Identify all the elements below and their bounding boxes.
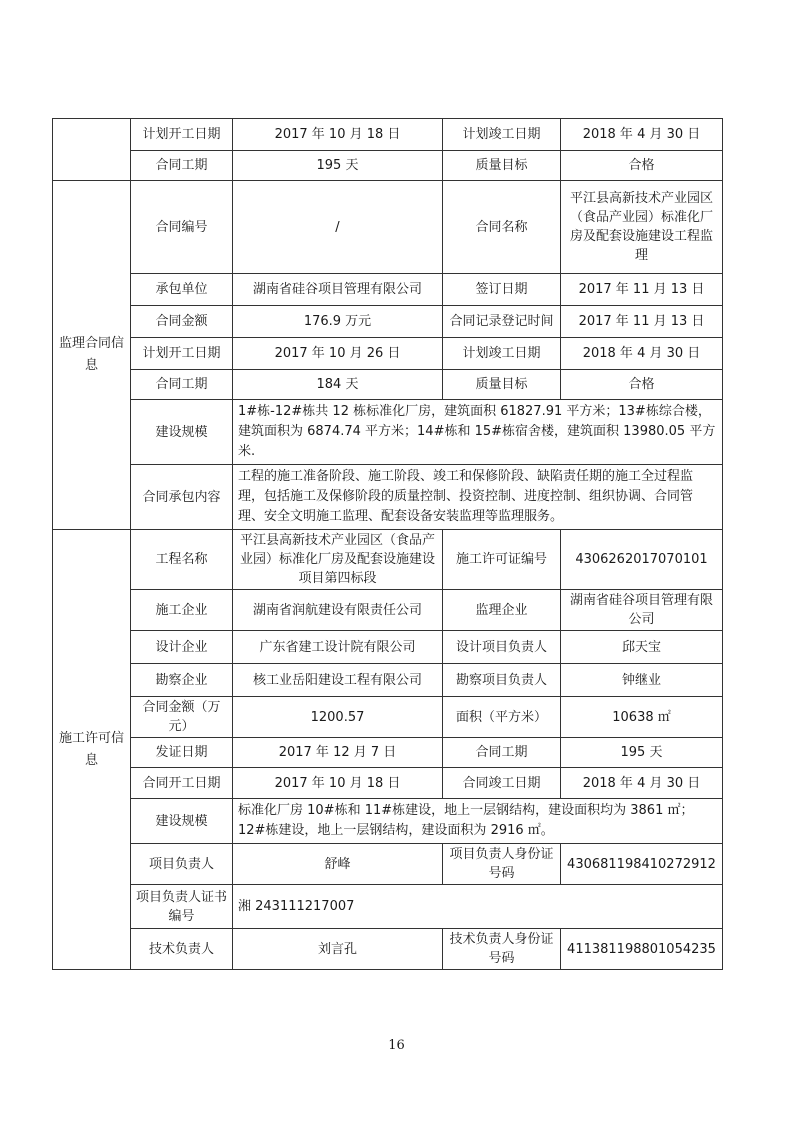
field-value-cell: 10638 ㎡	[561, 697, 723, 738]
field-label-cell: 承包单位	[131, 274, 233, 306]
field-label-cell: 合同金额（万元）	[131, 697, 233, 738]
table-row	[53, 885, 723, 929]
field-value-cell: 核工业岳阳建设工程有限公司	[233, 664, 443, 697]
field-label-cell: 技术负责人身份证号码	[443, 929, 561, 970]
field-value-cell: 平江县高新技术产业园区（食品产业园）标准化厂房及配套设施建设项目第四标段	[233, 530, 443, 590]
table-row	[53, 799, 723, 844]
table-row	[53, 400, 723, 465]
field-value-cell: 合格	[561, 370, 723, 400]
field-label-cell: 合同名称	[443, 181, 561, 274]
field-value-cell: 2018 年 4 月 30 日	[561, 338, 723, 370]
table-row	[53, 119, 723, 151]
table-row	[53, 530, 723, 590]
section-category-cell: 施工许可信息	[53, 530, 131, 970]
field-label-cell: 施工许可证编号	[443, 530, 561, 590]
field-value-cell: 2018 年 4 月 30 日	[561, 119, 723, 151]
field-value-cell: 湖南省硅谷项目管理有限公司	[233, 274, 443, 306]
field-label-cell: 质量目标	[443, 370, 561, 400]
field-label-cell: 合同工期	[443, 738, 561, 768]
field-label-cell: 建设规模	[131, 799, 233, 844]
table-row	[53, 768, 723, 799]
field-value-cell: 2017 年 11 月 13 日	[561, 306, 723, 338]
field-value-wide-cell: 湘 243111217007	[233, 885, 723, 929]
field-value-cell: 2017 年 12 月 7 日	[233, 738, 443, 768]
table-row	[53, 181, 723, 274]
field-label-cell: 合同工期	[131, 151, 233, 181]
field-label-cell: 设计企业	[131, 631, 233, 664]
table-row	[53, 151, 723, 181]
field-label-cell: 项目负责人身份证号码	[443, 844, 561, 885]
table-row	[53, 631, 723, 664]
field-value-cell: 平江县高新技术产业园区（食品产业园）标准化厂房及配套设施建设工程监理	[561, 181, 723, 274]
field-label-cell: 设计项目负责人	[443, 631, 561, 664]
table-row	[53, 664, 723, 697]
field-label-cell: 质量目标	[443, 151, 561, 181]
field-label-cell: 勘察企业	[131, 664, 233, 697]
field-value-cell: 钟继业	[561, 664, 723, 697]
section-category-cell	[53, 119, 131, 181]
field-value-cell: 刘言孔	[233, 929, 443, 970]
field-label-cell: 项目负责人	[131, 844, 233, 885]
table-row	[53, 465, 723, 530]
field-value-cell: 1200.57	[233, 697, 443, 738]
table-row	[53, 306, 723, 338]
table-row	[53, 590, 723, 631]
field-value-cell: 4306262017070101	[561, 530, 723, 590]
field-label-cell: 合同金额	[131, 306, 233, 338]
field-value-cell: 湖南省硅谷项目管理有限公司	[561, 590, 723, 631]
table-row	[53, 274, 723, 306]
field-label-cell: 合同记录登记时间	[443, 306, 561, 338]
field-value-cell: 广东省建工设计院有限公司	[233, 631, 443, 664]
field-value-wide-cell: 标准化厂房 10#栋和 11#栋建设，地上一层钢结构，建设面积均为 3861 ㎡；12#栋建设，地上一层钢结构，建设面积为 2916 ㎡。	[233, 799, 723, 844]
field-label-cell: 签订日期	[443, 274, 561, 306]
field-label-cell: 合同承包内容	[131, 465, 233, 530]
field-value-cell: 2017 年 10 月 26 日	[233, 338, 443, 370]
field-label-cell: 计划竣工日期	[443, 119, 561, 151]
field-value-cell: 2017 年 10 月 18 日	[233, 768, 443, 799]
field-label-cell: 面积（平方米）	[443, 697, 561, 738]
field-value-cell: 195 天	[561, 738, 723, 768]
field-value-wide-cell: 工程的施工准备阶段、施工阶段、竣工和保修阶段、缺陷责任期的施工全过程监理，包括施工及保修阶段的质量控制、投资控制、进度控制、组织协调、合同管理、安全文明施工监理、配套设备安装监理等监理服务。	[233, 465, 723, 530]
field-label-cell: 发证日期	[131, 738, 233, 768]
table-row	[53, 338, 723, 370]
field-label-cell: 建设规模	[131, 400, 233, 465]
field-label-cell: 合同竣工日期	[443, 768, 561, 799]
table-row	[53, 844, 723, 885]
field-label-cell: 施工企业	[131, 590, 233, 631]
project-info-table	[52, 118, 723, 970]
field-label-cell: 项目负责人证书编号	[131, 885, 233, 929]
field-label-cell: 合同开工日期	[131, 768, 233, 799]
table-row	[53, 697, 723, 738]
page-number: 16	[388, 1038, 405, 1053]
field-value-cell: 2017 年 11 月 13 日	[561, 274, 723, 306]
field-value-cell: 舒峰	[233, 844, 443, 885]
field-value-cell: 湖南省润航建设有限责任公司	[233, 590, 443, 631]
field-label-cell: 合同工期	[131, 370, 233, 400]
field-label-cell: 技术负责人	[131, 929, 233, 970]
field-label-cell: 计划竣工日期	[443, 338, 561, 370]
table-row	[53, 370, 723, 400]
field-value-cell: 邱天宝	[561, 631, 723, 664]
field-label-cell: 监理企业	[443, 590, 561, 631]
table-row	[53, 738, 723, 768]
field-value-cell: 2017 年 10 月 18 日	[233, 119, 443, 151]
field-value-cell: 合格	[561, 151, 723, 181]
field-value-cell: 195 天	[233, 151, 443, 181]
field-value-cell: 430681198410272912	[561, 844, 723, 885]
field-value-cell: 176.9 万元	[233, 306, 443, 338]
field-label-cell: 计划开工日期	[131, 338, 233, 370]
field-value-cell: /	[233, 181, 443, 274]
field-label-cell: 计划开工日期	[131, 119, 233, 151]
field-label-cell: 合同编号	[131, 181, 233, 274]
field-value-wide-cell: 1#栋-12#栋共 12 栋标准化厂房，建筑面积 61827.91 平方米；13#栋综合楼，建筑面积为 6874.74 平方米；14#栋和 15#栋宿舍楼，建筑面积 13980.05 平方米.	[233, 400, 723, 465]
table-row	[53, 929, 723, 970]
section-category-cell: 监理合同信息	[53, 181, 131, 530]
field-value-cell: 184 天	[233, 370, 443, 400]
field-value-cell: 2018 年 4 月 30 日	[561, 768, 723, 799]
field-label-cell: 工程名称	[131, 530, 233, 590]
field-value-cell: 411381198801054235	[561, 929, 723, 970]
field-label-cell: 勘察项目负责人	[443, 664, 561, 697]
